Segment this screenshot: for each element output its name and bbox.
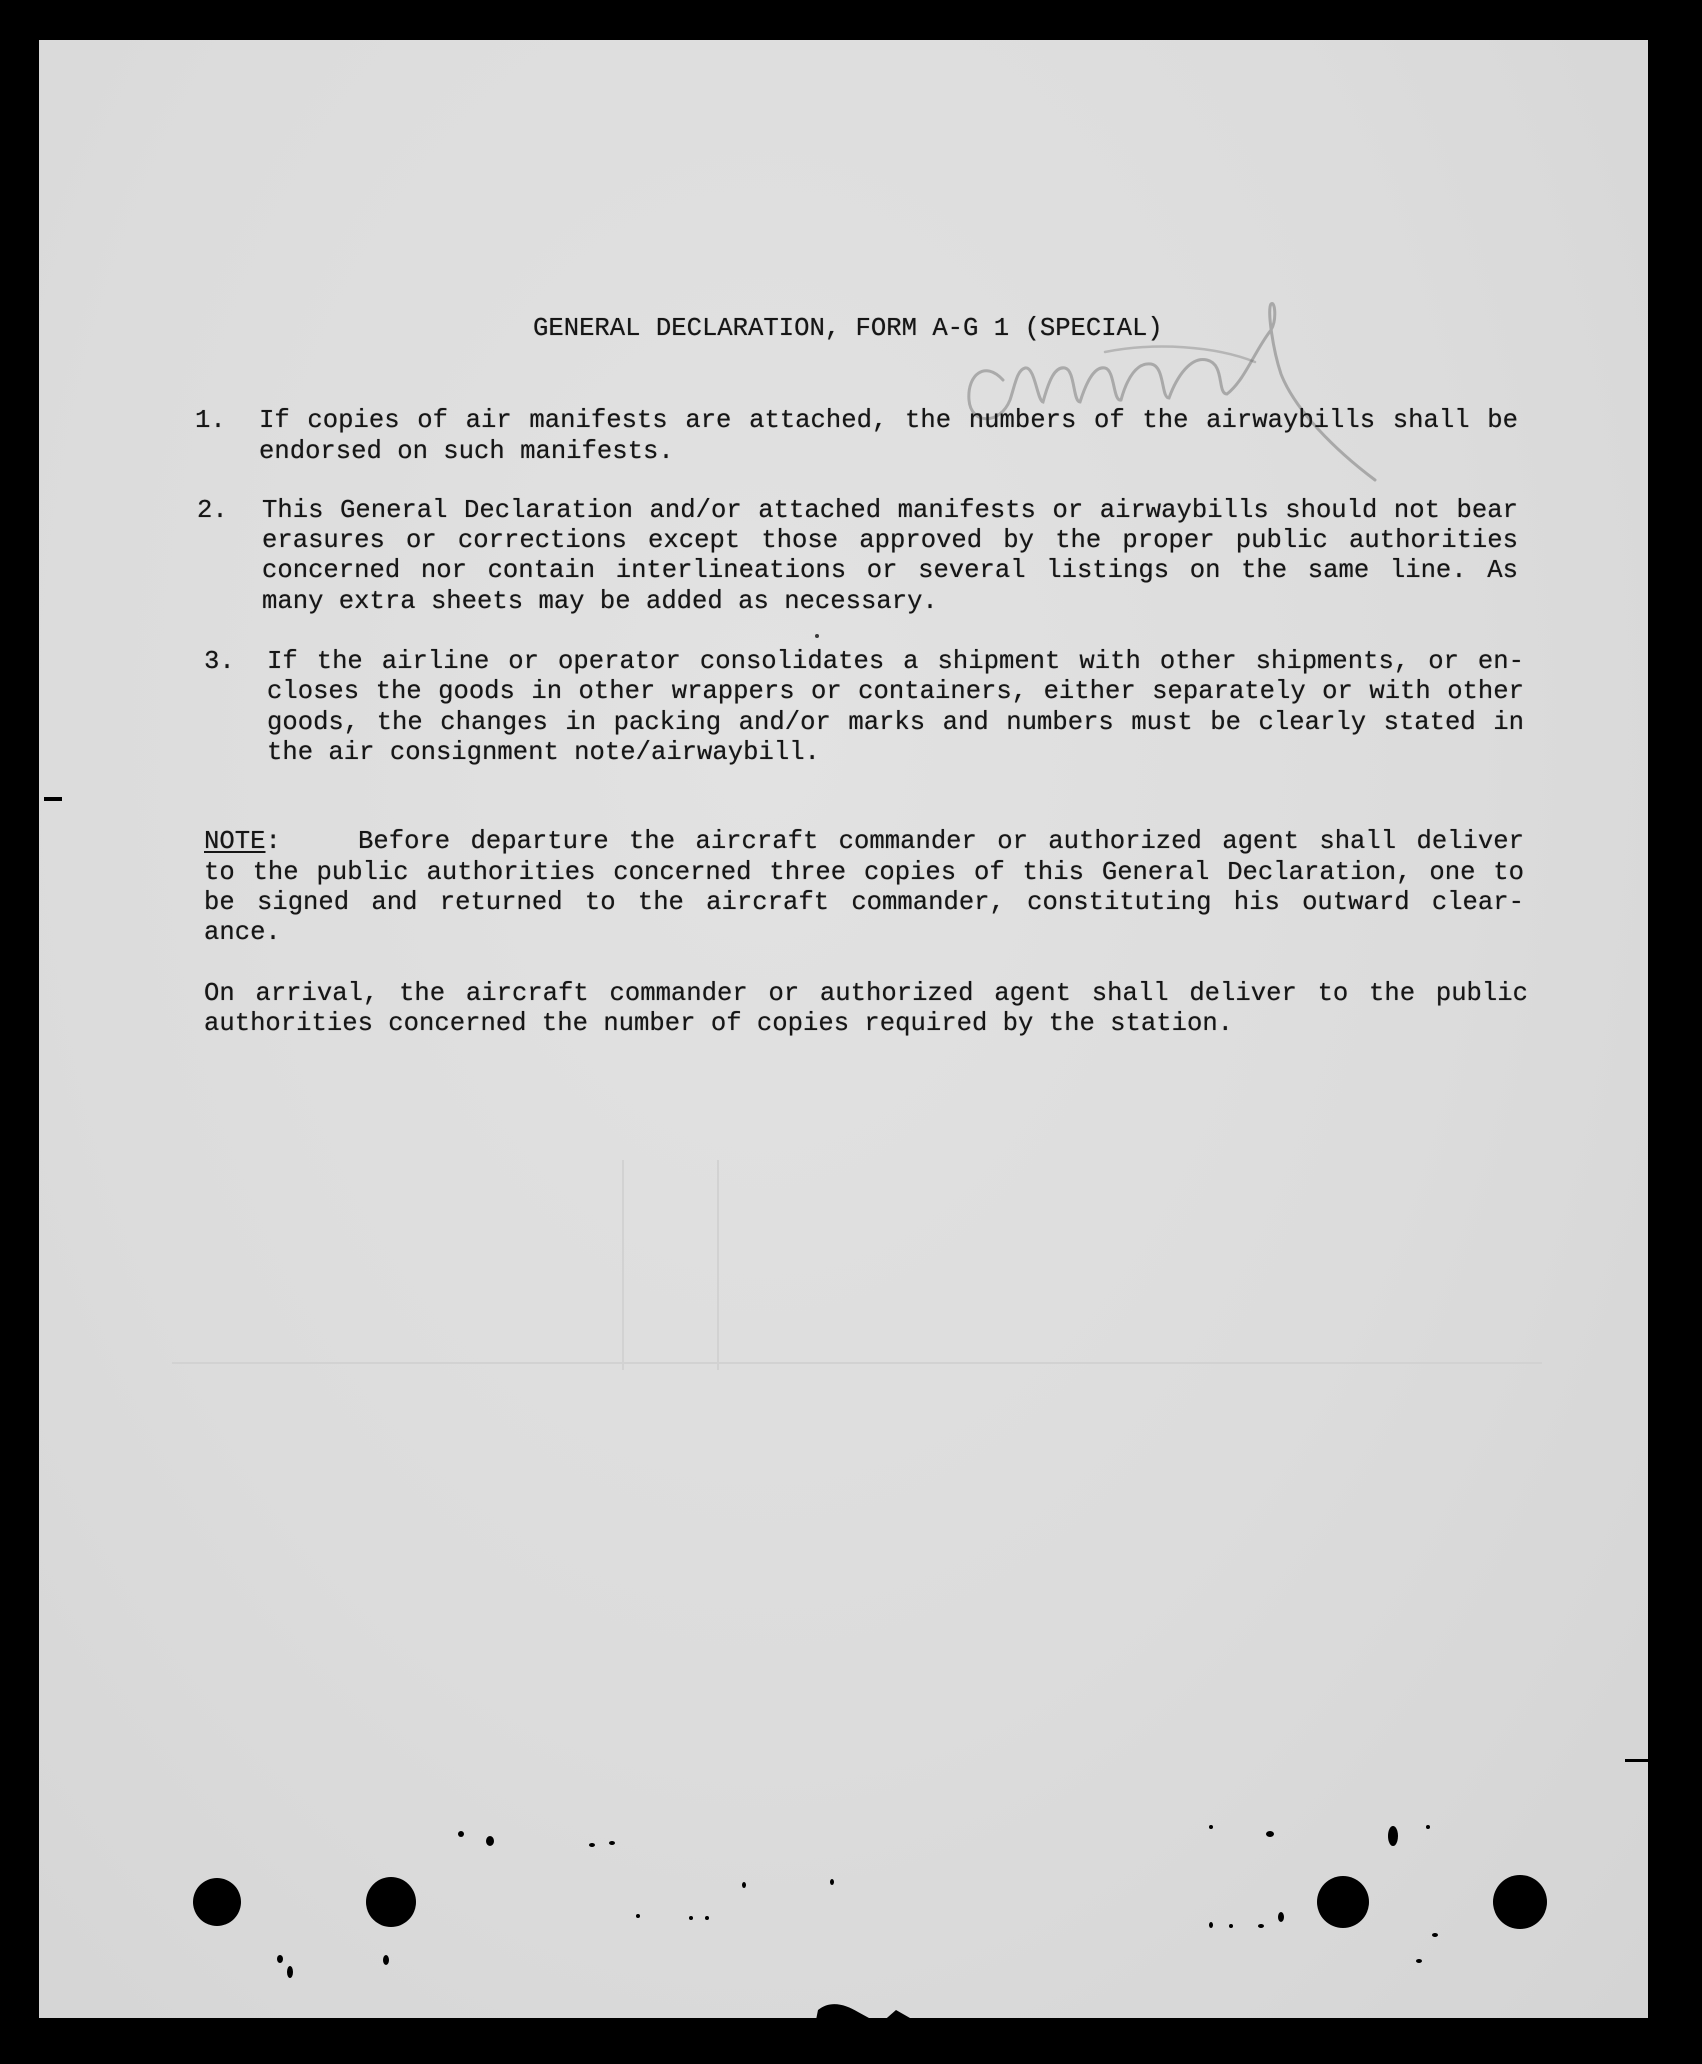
- arrival-line: authorities concerned the number of copies required by the station.: [204, 1009, 1234, 1038]
- item-line: goods, the changes in packing and/or marks and numbers must be clearly stated in: [267, 708, 1524, 737]
- item-number: 1.: [195, 406, 226, 435]
- item-line: closes the goods in other wrappers or containers, either separately or with other: [267, 677, 1524, 706]
- note-label: NOTE: [204, 827, 266, 856]
- item-number: 2.: [197, 496, 228, 525]
- item-number: 3.: [204, 647, 235, 676]
- item-line: If copies of air manifests are attached, the numbers of the airwaybills shall be: [259, 406, 1518, 435]
- arrival-line: On arrival, the aircraft commander or authorized agent shall deliver to the public: [204, 979, 1528, 1008]
- item-line: many extra sheets may be added as necessary.: [262, 587, 938, 616]
- item-line: the air consignment note/airwaybill.: [267, 738, 820, 767]
- note-line: Before departure the aircraft commander or authorized agent shall deliver: [358, 827, 1524, 856]
- bleed-through-line: [172, 1362, 1542, 1364]
- bleed-through-line: [622, 1160, 624, 1370]
- item-line: This General Declaration and/or attached manifests or airwaybills should not bear: [262, 496, 1518, 525]
- note-line: to the public authorities concerned three copies of this General Declaration, one to: [204, 858, 1524, 887]
- note-colon: :: [265, 827, 281, 856]
- document-title: GENERAL DECLARATION, FORM A-G 1 (SPECIAL): [533, 314, 1163, 343]
- note-line: ance.: [204, 918, 281, 947]
- item-line: endorsed on such manifests.: [259, 437, 674, 466]
- item-line: If the airline or operator consolidates a shipment with other shipments, or en-: [267, 647, 1524, 676]
- bleed-through-line: [717, 1160, 719, 1370]
- note-heading: [204, 827, 281, 857]
- note-line: be signed and returned to the aircraft commander, constituting his outward clear-: [204, 888, 1524, 917]
- item-line: erasures or corrections except those approved by the proper public authorities: [262, 526, 1518, 555]
- item-line: concerned nor contain interlineations or several listings on the same line. As: [262, 556, 1518, 585]
